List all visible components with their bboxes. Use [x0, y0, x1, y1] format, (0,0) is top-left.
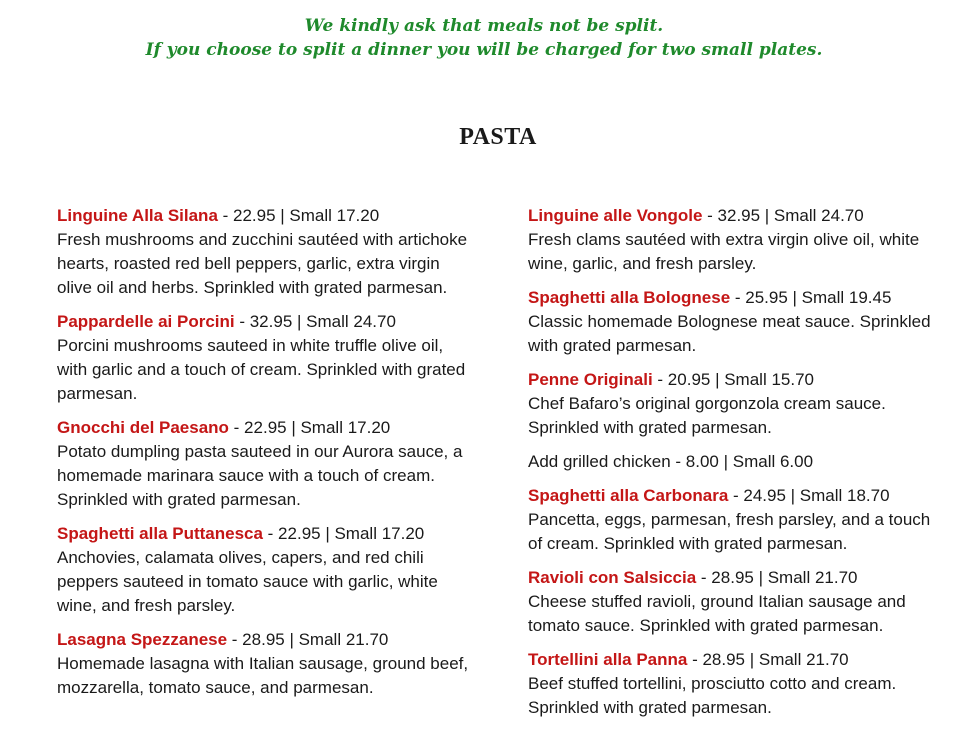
menu-item-header [57, 522, 477, 546]
menu-item [528, 566, 948, 638]
menu-item-description: Homemade lasagna with Italian sausage, ground beef, mozzarella, tomato sauce, and parmesan. [57, 654, 469, 697]
notice-line-1: We kindly ask that meals not be split. [304, 16, 664, 36]
menu-item [57, 628, 477, 700]
menu-item [528, 648, 948, 720]
menu-item [528, 286, 948, 358]
menu-item-name: Ravioli con Salsiccia [528, 568, 697, 587]
add-on-note: Add grilled chicken - 8.00 | Small 6.00 [528, 452, 814, 471]
menu-item-description: Potato dumpling pasta sauteed in our Aurora sauce, a homemade marinara sauce with a touch of cream. Sprinkled with grated parmesan. [57, 442, 463, 509]
menu-item-price: - 22.95 | Small 17.20 [262, 524, 425, 543]
menu-item-description: Anchovies, calamata olives, capers, and red chili peppers sauteed in tomato sauce with garlic, white wine, and fresh parsley. [57, 548, 438, 615]
menu-item-header [528, 204, 948, 228]
menu-item-description: Chef Bafaro’s original gorgonzola cream sauce. Sprinkled with grated parmesan. [528, 394, 886, 437]
menu-item [528, 368, 948, 440]
menu-item-description: Porcini mushrooms sauteed in white truffle olive oil, with garlic and a touch of cream. Sprinkled with grated parmesan. [57, 336, 466, 403]
menu-item-header [57, 628, 477, 652]
menu-item-name: Linguine Alla Silana [57, 206, 218, 225]
menu-item [57, 310, 477, 406]
menu-item-price: - 22.95 | Small 17.20 [217, 206, 380, 225]
menu-item-price: - 32.95 | Small 24.70 [702, 206, 864, 225]
menu-item-header [528, 648, 948, 672]
menu-item-description: Fresh mushrooms and zucchini sautéed with artichoke hearts, roasted red bell peppers, garlic, extra virgin olive oil and herbs. Sprinkled with grated parmesan. [57, 230, 468, 297]
menu-column-right [528, 204, 948, 730]
split-meal-notice [0, 14, 968, 62]
menu-item-name: Lasagna Spezzanese [57, 630, 228, 649]
notice-line-2: If you choose to split a dinner you will be charged for two small plates. [145, 40, 823, 60]
menu-item-name: Spaghetti alla Puttanesca [57, 524, 263, 543]
menu-item-header [57, 204, 477, 228]
menu-item-name: Spaghetti alla Carbonara [528, 486, 729, 505]
menu-item-price: - 24.95 | Small 18.70 [728, 486, 890, 505]
menu-item-description: Pancetta, eggs, parmesan, fresh parsley, and a touch of cream. Sprinkled with grated parmesan. [528, 510, 931, 553]
menu-item-price: - 28.95 | Small 21.70 [227, 630, 389, 649]
menu-item [528, 204, 948, 276]
menu-item-description: Cheese stuffed ravioli, ground Italian sausage and tomato sauce. Sprinkled with grated parmesan. [528, 592, 906, 635]
menu-item-name: Pappardelle ai Porcini [57, 312, 235, 331]
menu-item-header [528, 286, 948, 310]
menu-item [528, 484, 948, 556]
menu-item [57, 204, 477, 300]
menu-item-header [57, 310, 477, 334]
menu-item-header [528, 368, 948, 392]
menu-item-price: - 22.95 | Small 17.20 [228, 418, 391, 437]
menu-item-description: Beef stuffed tortellini, prosciutto cotto and cream. Sprinkled with grated parmesan. [528, 674, 897, 717]
menu-item-description: Fresh clams sautéed with extra virgin olive oil, white wine, garlic, and fresh parsley. [528, 230, 920, 273]
menu-item-price: - 28.95 | Small 21.70 [696, 568, 858, 587]
menu-item-price: - 25.95 | Small 19.45 [730, 288, 892, 307]
menu-item-price: - 28.95 | Small 21.70 [687, 650, 849, 669]
menu-item-name: Spaghetti alla Bolognese [528, 288, 731, 307]
menu-item-header [57, 416, 477, 440]
menu-item-name: Tortellini alla Panna [528, 650, 688, 669]
menu-item-description: Classic homemade Bolognese meat sauce. Sprinkled with grated parmesan. [528, 312, 931, 355]
menu-item-name: Gnocchi del Paesano [57, 418, 229, 437]
menu-item [57, 416, 477, 512]
menu-item-header [528, 566, 948, 590]
menu-item-price: - 32.95 | Small 24.70 [234, 312, 396, 331]
menu-item [57, 522, 477, 618]
menu-item-price: - 20.95 | Small 15.70 [652, 370, 814, 389]
menu-column-left [57, 204, 477, 710]
menu-item-header [528, 484, 948, 508]
section-title: PASTA [459, 124, 537, 150]
menu-item-name: Linguine alle Vongole [528, 206, 703, 225]
menu-item-name: Penne Originali [528, 370, 653, 389]
